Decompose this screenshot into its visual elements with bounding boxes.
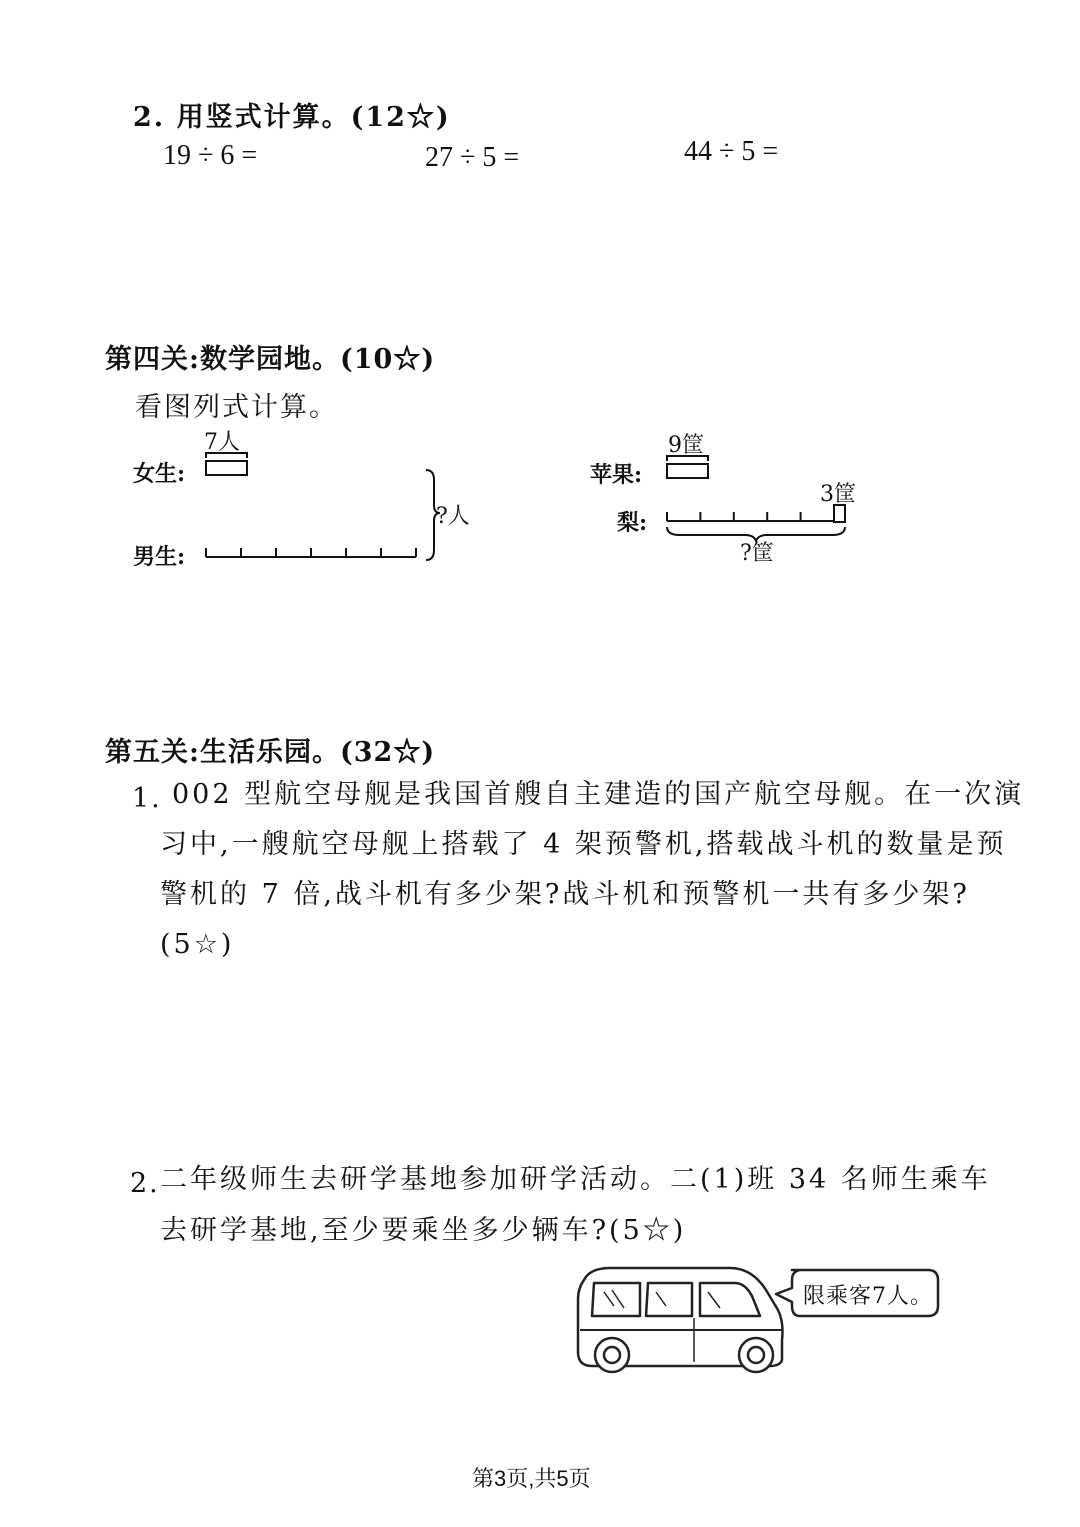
van-window-3: [700, 1283, 760, 1316]
girls-label: 女生:: [133, 461, 186, 487]
pears-label: 梨:: [617, 510, 648, 536]
boys-label: 男生:: [133, 544, 186, 570]
total-people-label: ?人: [436, 504, 470, 529]
speech-bubble-text: 限乘客7人。: [803, 1284, 933, 1309]
section-5-title: 第五关:生活乐园。(32☆): [105, 737, 436, 768]
q1-line-2: 习中,一艘航空母舰上搭载了 4 架预警机,搭载战斗机的数量是预: [160, 829, 1007, 860]
apples-value: 9筐: [668, 433, 704, 458]
expression-1: 19 ÷ 6 =: [163, 140, 258, 171]
girls-value: 7人: [204, 430, 240, 455]
van-rear-wheel: [595, 1338, 629, 1372]
page-number: 第3页,共5页: [472, 1466, 591, 1491]
q2-line-1: 二年级师生去研学基地参加研学活动。二(1)班 34 名师生乘车: [160, 1164, 991, 1195]
q1-line-4: (5☆): [160, 929, 235, 960]
total-baskets-label: ?筐: [740, 541, 774, 566]
van-window-2: [646, 1283, 692, 1316]
q2-line-2: 去研学基地,至少要乘坐多少辆车?(5☆): [160, 1215, 687, 1246]
q1-line-1: 002 型航空母舰是我国首艘自主建造的国产航空母舰。在一次演: [172, 779, 1025, 810]
van-front-wheel: [739, 1338, 773, 1372]
q1-number: 1.: [132, 783, 162, 814]
apples-label: 苹果:: [590, 462, 643, 488]
extra-baskets-value: 3筐: [820, 482, 856, 507]
section-4-title: 第四关:数学园地。(10☆): [105, 344, 436, 375]
expression-2: 27 ÷ 5 =: [425, 142, 520, 173]
q2-number: 2.: [130, 1168, 160, 1199]
expression-3: 44 ÷ 5 =: [684, 136, 779, 167]
section-4-instruction: 看图列式计算。: [135, 392, 338, 423]
van-window-1: [592, 1283, 640, 1316]
q2-title: 2. 用竖式计算。(12☆): [133, 102, 451, 133]
q1-line-3: 警机的 7 倍,战斗机有多少架?战斗机和预警机一共有多少架?: [160, 879, 970, 910]
